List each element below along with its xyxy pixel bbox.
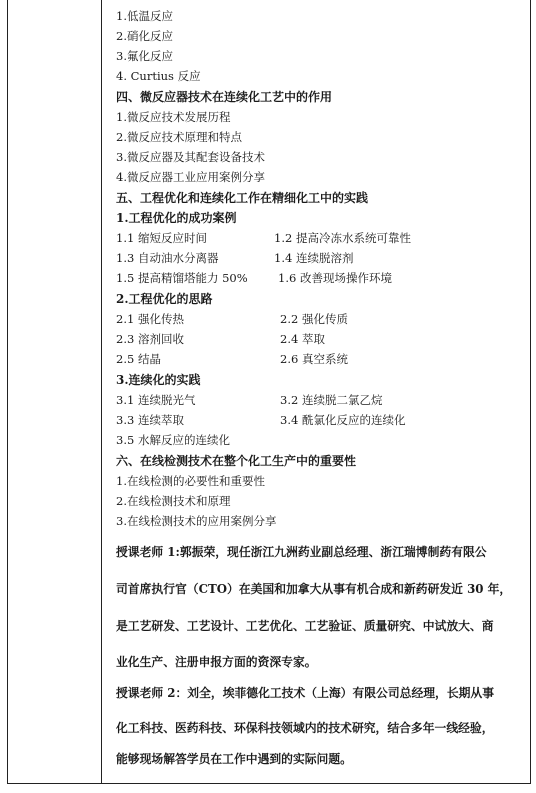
section-heading: 六、在线检测技术在整个化工生产中的重要性 xyxy=(116,454,357,468)
list-item: 1.6 改善现场操作环境 xyxy=(278,271,392,285)
list-item: 1.1 缩短反应时间 xyxy=(116,231,207,245)
section-heading: 四、微反应器技术在连续化工艺中的作用 xyxy=(116,90,333,104)
list-item: 2.硝化反应 xyxy=(116,29,173,43)
list-item: 2.在线检测技术和原理 xyxy=(116,494,231,508)
list-item: 1.5 提高精馏塔能力 50% xyxy=(116,271,248,285)
list-item: 3.4 酰氯化反应的连续化 xyxy=(280,413,406,427)
list-item: 1.在线检测的必要性和重要性 xyxy=(116,474,265,488)
section-heading: 五、工程优化和连续化工作在精细化工中的实践 xyxy=(116,191,369,205)
teacher-1-line: 业化生产、注册申报方面的资深专家。 xyxy=(116,655,317,669)
list-item: 2.3 溶剂回收 xyxy=(116,332,184,346)
list-item: 1.微反应技术发展历程 xyxy=(116,110,231,124)
teacher-1-line: 是工艺研发、工艺设计、工艺优化、工艺验证、质量研究、中试放大、商 xyxy=(116,619,494,633)
list-item: 3.微反应器及其配套设备技术 xyxy=(116,150,265,164)
list-item: 3.5 水解反应的连续化 xyxy=(116,433,230,447)
list-item: 3.氟化反应 xyxy=(116,49,173,63)
column-divider xyxy=(101,0,102,784)
list-item: 2.5 结晶 xyxy=(116,352,161,366)
list-item: 4. Curtius 反应 xyxy=(116,69,201,83)
list-item: 2.微反应技术原理和特点 xyxy=(116,130,242,144)
teacher-1-line: 授课老师 1:郭振荣，现任浙江九洲药业副总经理、浙江瑞博制药有限公 xyxy=(116,545,487,559)
subsection-heading: 2.工程优化的思路 xyxy=(116,292,213,306)
list-item: 3.1 连续脱光气 xyxy=(116,393,196,407)
list-item: 2.2 强化传质 xyxy=(280,312,348,326)
list-item: 2.4 萃取 xyxy=(280,332,325,346)
list-item: 1.2 提高冷冻水系统可靠性 xyxy=(274,231,411,245)
list-item: 2.6 真空系统 xyxy=(280,352,348,366)
list-item: 1.3 自动油水分离器 xyxy=(116,251,219,265)
list-item: 3.2 连续脱二氯乙烷 xyxy=(280,393,383,407)
teacher-2-line: 能够现场解答学员在工作中遇到的实际问题。 xyxy=(116,752,352,766)
list-item: 2.1 强化传热 xyxy=(116,312,184,326)
subsection-heading: 1.工程优化的成功案例 xyxy=(116,211,237,225)
teacher-2-line: 化工科技、医药科技、环保科技领域内的技术研究，结合多年一线经验， xyxy=(116,721,494,735)
list-item: 3.在线检测技术的应用案例分享 xyxy=(116,514,277,528)
list-item: 1.低温反应 xyxy=(116,9,173,23)
teacher-2-line: 授课老师 2：刘全，埃菲德化工技术（上海）有限公司总经理，长期从事 xyxy=(116,686,495,700)
list-item: 1.4 连续脱溶剂 xyxy=(274,251,354,265)
teacher-1-line: 司首席执行官（CTO）在美国和加拿大从事有机合成和新药研发近 30 年， xyxy=(116,582,512,596)
list-item: 3.3 连续萃取 xyxy=(116,413,184,427)
list-item: 4.微反应器工业应用案例分享 xyxy=(116,170,265,184)
subsection-heading: 3.连续化的实践 xyxy=(116,373,201,387)
